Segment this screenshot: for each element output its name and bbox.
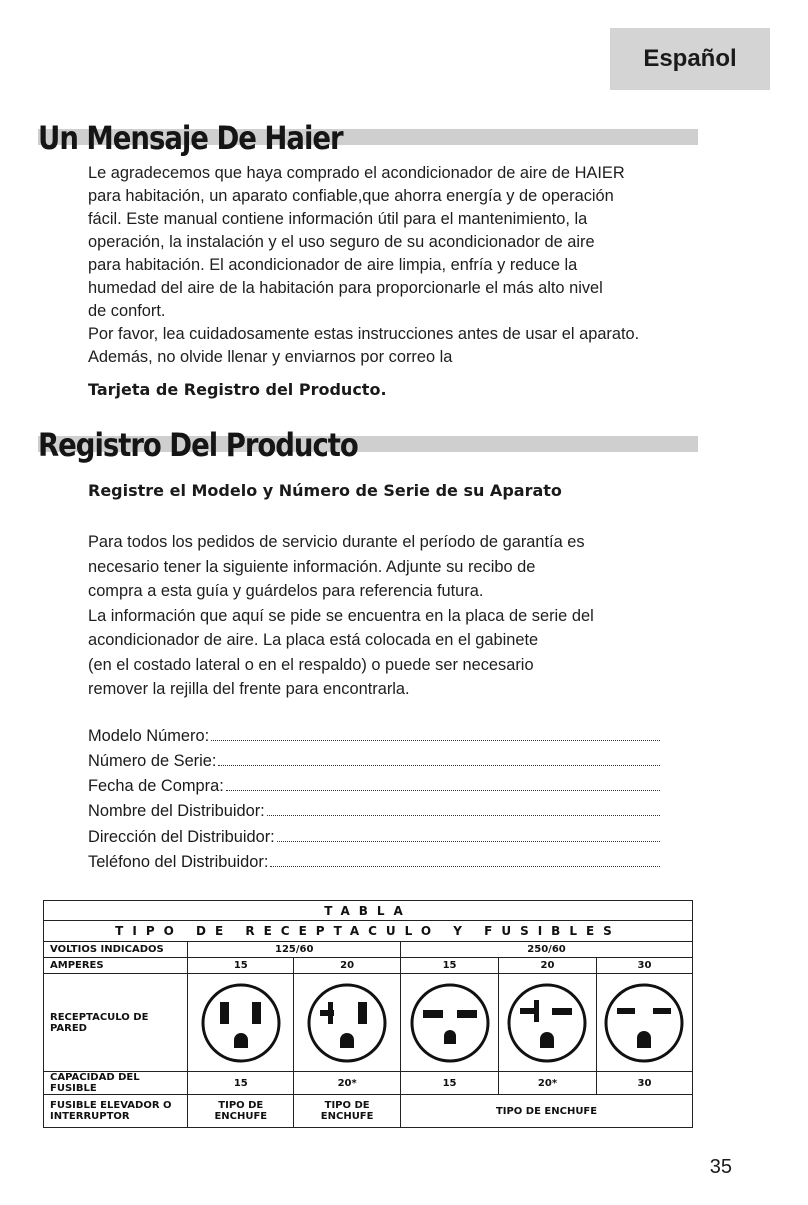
registration-heading: Registro Del Producto — [38, 426, 358, 464]
text-line: Por favor, lea cuidadosamente estas instrucciones antes de usar el aparato. — [88, 325, 640, 343]
text-line: para habitación. El acondicionador de aire limpia, enfría y reduce la — [88, 256, 578, 274]
text-line: Para todos los pedidos de servicio durante el período de garantía es — [88, 533, 585, 551]
receptacle-125v-20a-icon — [306, 982, 388, 1064]
fill-line[interactable] — [270, 866, 660, 867]
registration-paragraph — [88, 530, 688, 702]
fuse-type-cell: TIPO DE ENCHUFE — [188, 1095, 294, 1128]
receptacle-cell — [401, 974, 499, 1072]
fill-line[interactable] — [218, 765, 660, 766]
fuse-capacity-cell: 30 — [596, 1071, 692, 1094]
table-title: TABLA — [44, 901, 693, 921]
row-label-amps: AMPERES — [44, 957, 188, 973]
receptacle-cell — [294, 974, 401, 1072]
fill-line[interactable] — [211, 740, 660, 741]
text-line: operación, la instalación y el uso seguro de su acondicionador de aire — [88, 233, 595, 251]
language-tab: Español — [610, 28, 770, 90]
fuse-capacity-cell: 15 — [401, 1071, 499, 1094]
fill-line[interactable] — [277, 841, 660, 842]
text-line: compra a esta guía y guárdelos para referencia futura. — [88, 582, 484, 600]
page-number: 35 — [709, 1156, 732, 1178]
amps-cell: 15 — [401, 957, 499, 973]
receptacle-250v-20a-icon — [506, 982, 588, 1064]
row-label-fuse-capacity: CAPACIDAD DEL FUSIBLE — [44, 1071, 188, 1094]
field-label: Nombre del Distribuidor: — [88, 802, 265, 820]
amps-cell: 15 — [188, 957, 294, 973]
text-line: Además, no olvide llenar y enviarnos por correo la — [88, 348, 453, 366]
amps-cell: 30 — [596, 957, 692, 973]
form-field-dealer-phone[interactable] — [88, 848, 660, 872]
text-line: remover la rejilla del frente para encontrarla. — [88, 680, 410, 698]
table-subtitle: TIPO DE RECEPTACULO Y FUSIBLES — [44, 921, 693, 941]
registration-subheading: Registre el Modelo y Número de Serie de su Aparato — [88, 481, 562, 500]
receptacle-cell — [188, 974, 294, 1072]
amps-cell: 20 — [499, 957, 597, 973]
field-label: Dirección del Distribuidor: — [88, 828, 275, 846]
text-line: La información que aquí se pide se encuentra en la placa de serie del — [88, 606, 594, 625]
volts-250: 250/60 — [401, 941, 693, 957]
message-paragraph — [88, 162, 688, 369]
receptacle-250v-15a-icon — [409, 982, 491, 1064]
fuse-capacity-cell: 20* — [294, 1071, 401, 1094]
receptacle-cell — [596, 974, 692, 1072]
text-line: (en el costado lateral o en el respaldo) o puede ser necesario — [88, 655, 534, 674]
field-label: Fecha de Compra: — [88, 777, 224, 795]
receptacle-125v-15a-icon — [200, 982, 282, 1064]
receptacle-fuse-table — [43, 900, 693, 1128]
field-label: Número de Serie: — [88, 752, 217, 770]
row-label-receptacle: RECEPTACULO DE PARED — [44, 974, 188, 1072]
field-label: Teléfono del Distribuidor: — [88, 853, 269, 871]
fuse-capacity-cell: 15 — [188, 1071, 294, 1094]
form-field-purchase-date[interactable] — [88, 772, 660, 796]
fuse-type-cell: TIPO DE ENCHUFE — [401, 1095, 693, 1128]
message-heading: Un Mensaje De Haier — [38, 119, 343, 157]
message-section-header — [38, 119, 698, 167]
field-label: Modelo Número: — [88, 727, 210, 745]
form-field-dealer-name[interactable] — [88, 797, 660, 821]
row-label-volts: VOLTIOS INDICADOS — [44, 941, 188, 957]
form-field-model[interactable] — [88, 722, 660, 746]
text-line: de confort. — [88, 302, 166, 320]
volts-125: 125/60 — [188, 941, 401, 957]
receptacle-cell — [499, 974, 597, 1072]
registration-section-header — [38, 426, 698, 474]
fuse-type-cell: TIPO DE ENCHUFE — [294, 1095, 401, 1128]
form-field-dealer-address[interactable] — [88, 823, 660, 847]
fill-line[interactable] — [267, 815, 660, 816]
text-line: Le agradecemos que haya comprado el acondicionador de aire de HAIER — [88, 164, 625, 182]
amps-cell: 20 — [294, 957, 401, 973]
form-field-serial[interactable] — [88, 747, 660, 771]
fuse-capacity-cell: 20* — [499, 1071, 597, 1094]
receptacle-250v-30a-icon — [603, 982, 685, 1064]
text-line: fácil. Este manual contiene información útil para el mantenimiento, la — [88, 210, 588, 228]
text-line: para habitación, un aparato confiable,que ahorra energía y de operación — [88, 187, 614, 205]
row-label-fuse-type: FUSIBLE ELEVADOR O INTERRUPTOR — [44, 1095, 188, 1128]
fill-line[interactable] — [226, 790, 660, 791]
text-line: humedad del aire de la habitación para proporcionarle el más alto nivel — [88, 279, 603, 297]
text-line: necesario tener la siguiente información. Adjunte su recibo de — [88, 557, 536, 576]
registration-card-title: Tarjeta de Registro del Producto. — [88, 380, 387, 399]
text-line: acondicionador de aire. La placa está colocada en el gabinete — [88, 631, 539, 649]
